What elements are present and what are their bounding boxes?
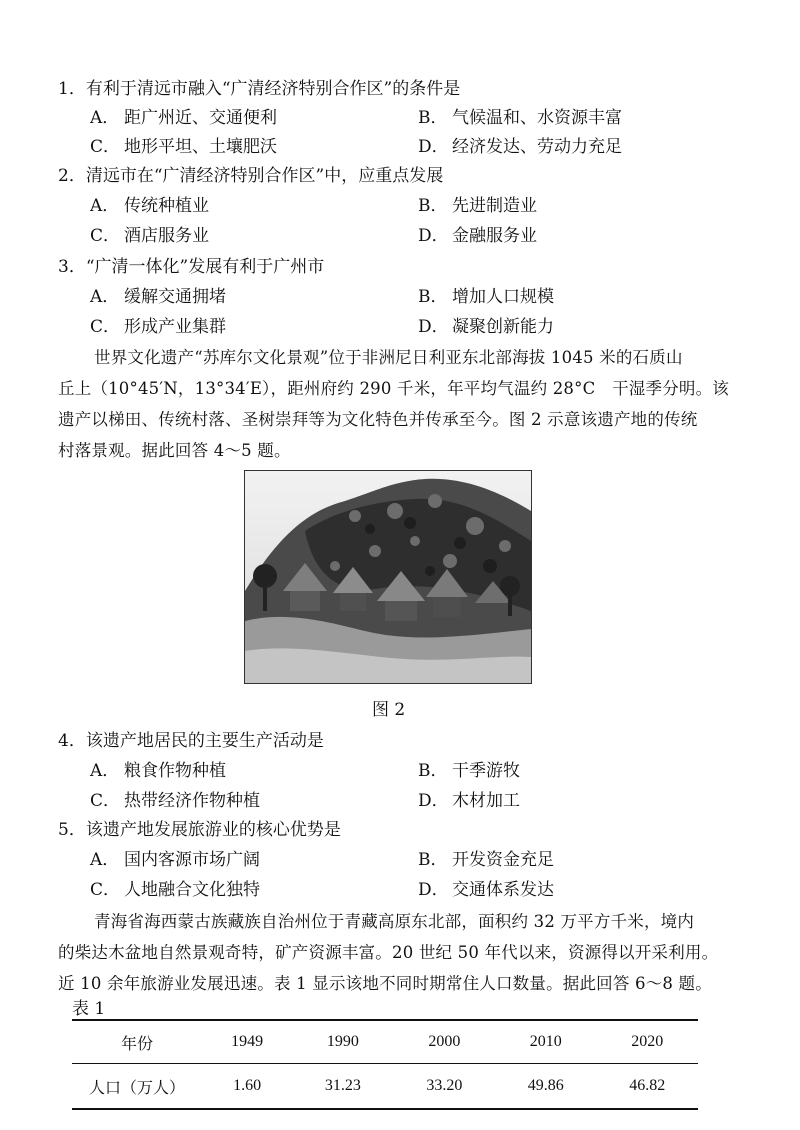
option-text: 缓解交通拥堵 [124,287,226,307]
table-cell: 人口（万人） [72,1064,202,1110]
table-header-row [72,1020,698,1064]
option-text: 形成产业集群 [124,317,226,337]
passage-1-line: 丘上（10°45′N，13°34′E），距州府约 290 千米，年平均气温约 28°C 干湿季分明。该 [58,379,730,398]
question-1-option-c [90,134,277,160]
option-key: A． [90,196,120,216]
option-key: D． [418,880,449,900]
passage-2 [94,906,774,937]
question-1-option-d [418,134,622,160]
option-key: B． [418,196,448,216]
option-key: C． [90,137,121,157]
passage-2-line: 近 10 余年旅游业发展迅速。表 1 显示该地不同时期常住人口数量。据此回答 6～8 题。 [58,974,712,993]
passage-1-line: 遗产以梯田、传统村落、圣树崇拜等为文化特色并传承至今。图 2 示意该遗产地的传统 [58,410,698,429]
option-text: 增加人口规模 [452,287,554,307]
option-key: B． [418,850,448,870]
passage-1-rest [58,373,758,466]
option-key: C． [90,317,121,337]
option-text: 国内客源市场广阔 [124,850,260,870]
question-3-option-c [90,314,226,340]
option-key: A． [90,287,120,307]
passage-2-line: 青海省海西蒙古族藏族自治州位于青藏高原东北部，面积约 32 万平方千米，境内 [94,912,695,931]
passage-1-line: 世界文化遗产“苏库尔文化景观”位于非洲尼日利亚东北部海拔 1045 米的石质山 [94,348,683,367]
table-header-cell: 1990 [292,1020,393,1064]
option-key: A． [90,108,120,128]
question-2-stem: 2．清远市在“广清经济特别合作区”中，应重点发展 [58,166,444,186]
passage-1-line: 村落景观。据此回答 4～5 题。 [58,441,291,460]
option-key: A． [90,850,120,870]
question-5-option-a [90,847,260,873]
question-5-stem: 5．该遗产地发展旅游业的核心优势是 [58,820,341,840]
question-2-option-b [418,193,537,219]
question-4-option-d [418,788,520,814]
option-text: 地形平坦、土壤肥沃 [124,137,277,157]
table-cell: 1.60 [202,1064,292,1110]
question-5-option-d [418,877,554,903]
option-key: D． [418,791,449,811]
option-text: 气候温和、水资源丰富 [452,108,622,128]
option-text: 木材加工 [452,791,520,811]
table-header-cell: 年份 [72,1020,202,1064]
village-landscape-photo [244,470,532,684]
option-text: 人地融合文化独特 [124,880,260,900]
question-3-option-d [418,314,554,340]
question-4-option-c [90,788,260,814]
option-key: D． [418,226,449,246]
question-2-option-d [418,223,537,249]
table-cell: 46.82 [597,1064,698,1110]
passage-2-line: 的柴达木盆地自然景观奇特，矿产资源丰富。20 世纪 50 年代以来，资源得以开采利用。 [58,943,719,962]
passage-1 [94,342,774,373]
option-key: C． [90,226,121,246]
option-text: 粮食作物种植 [124,761,226,781]
option-text: 先进制造业 [452,196,537,216]
village-photo-illustration [245,471,531,683]
table-header-cell: 2020 [597,1020,698,1064]
question-5-option-c [90,877,260,903]
option-text: 酒店服务业 [124,226,209,246]
question-1-option-b [418,105,622,131]
option-key: B． [418,761,448,781]
option-key: B． [418,287,448,307]
question-1-option-a [90,105,277,131]
figure-2-caption: 图 2 [372,700,406,720]
question-4-option-a [90,758,226,784]
option-text: 金融服务业 [452,226,537,246]
table-header-cell: 2010 [495,1020,596,1064]
table-cell: 49.86 [495,1064,596,1110]
option-text: 经济发达、劳动力充足 [452,137,622,157]
question-4-stem: 4．该遗产地居民的主要生产活动是 [58,731,324,751]
table-cell: 31.23 [292,1064,393,1110]
question-3-option-b [418,284,554,310]
option-text: 距广州近、交通便利 [124,108,277,128]
passage-2-rest [58,937,758,999]
question-5-option-b [418,847,554,873]
question-3-option-a [90,284,226,310]
question-2-option-a [90,193,209,219]
table-1-title: 表 1 [72,999,106,1019]
option-text: 交通体系发达 [452,880,554,900]
option-key: C． [90,791,121,811]
question-1-stem: 1．有利于清远市融入“广清经济特别合作区”的条件是 [58,79,461,99]
option-key: C． [90,880,121,900]
option-text: 干季游牧 [452,761,520,781]
option-key: D． [418,137,449,157]
table-cell: 33.20 [394,1064,495,1110]
option-key: D． [418,317,449,337]
table-row [72,1064,698,1110]
option-key: A． [90,761,120,781]
table-header-cell: 1949 [202,1020,292,1064]
option-key: B． [418,108,448,128]
question-2-option-c [90,223,209,249]
option-text: 热带经济作物种植 [124,791,260,811]
option-text: 开发资金充足 [452,850,554,870]
question-3-stem: 3．“广清一体化”发展有利于广州市 [58,257,325,277]
population-table [72,1019,698,1110]
table-header-cell: 2000 [394,1020,495,1064]
option-text: 凝聚创新能力 [452,317,554,337]
option-text: 传统种植业 [124,196,209,216]
question-4-option-b [418,758,520,784]
